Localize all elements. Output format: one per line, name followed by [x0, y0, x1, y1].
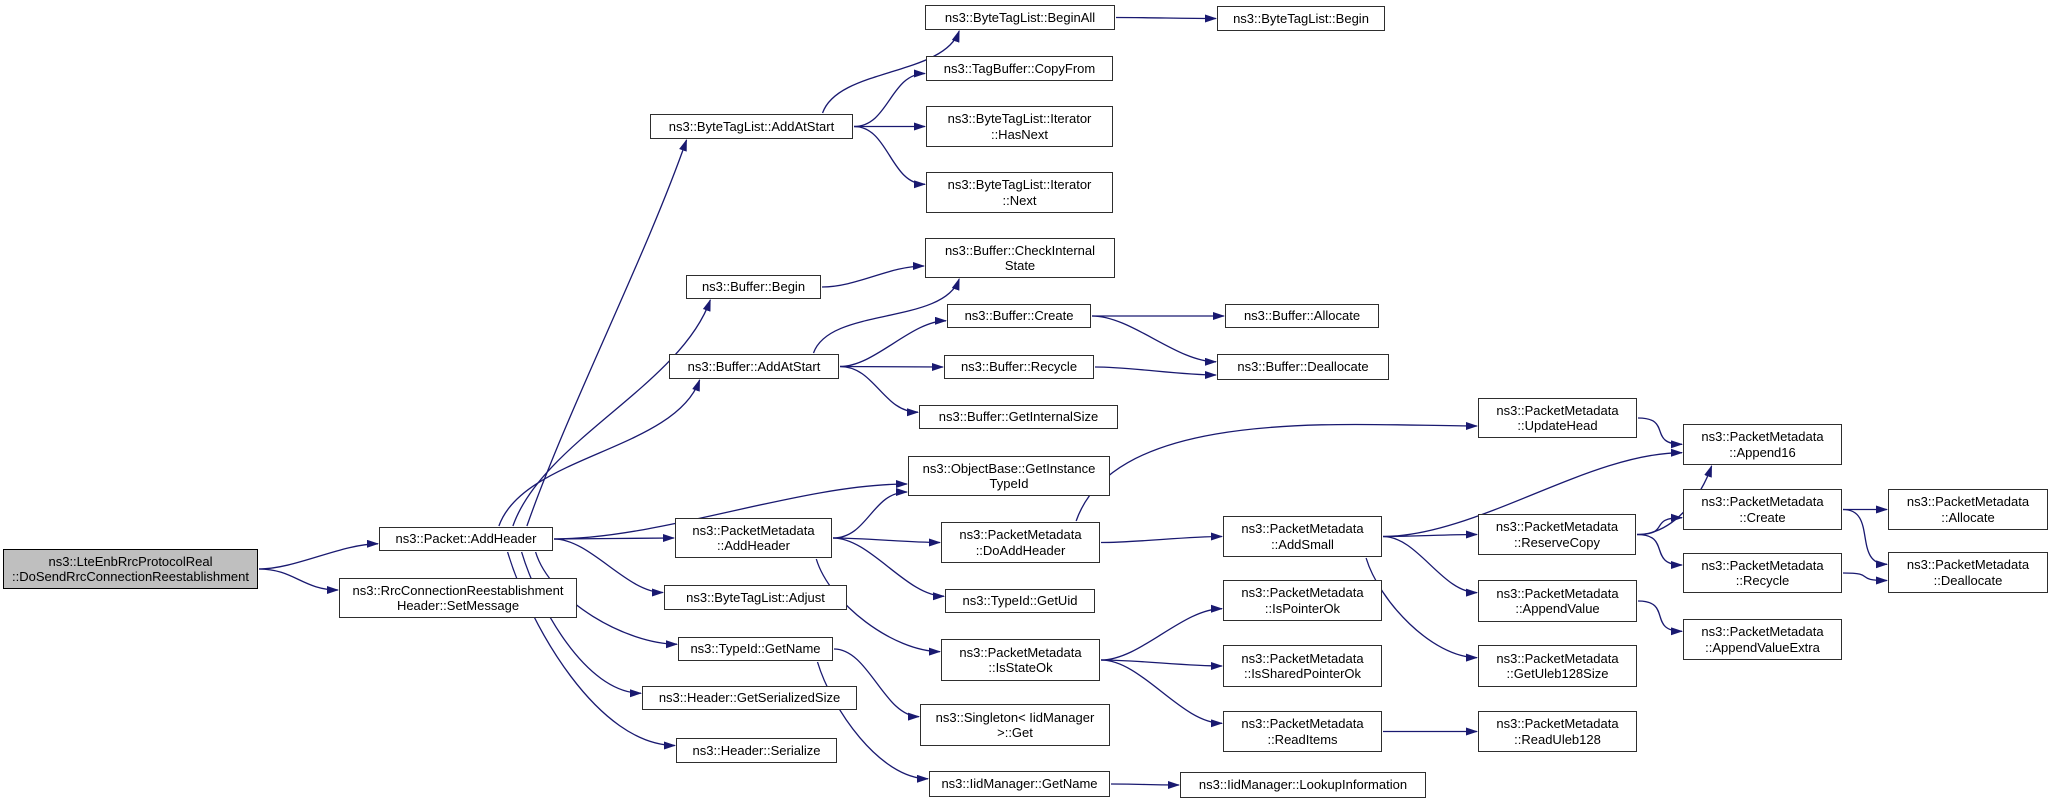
- node-btlBegin[interactable]: [1217, 6, 1385, 31]
- node-pmAppend16[interactable]: [1683, 424, 1842, 465]
- node-pmIsStateOk[interactable]: [941, 639, 1100, 681]
- node-label-line: ns3::PacketMetadata: [1701, 624, 1824, 640]
- edge-bufAddAtStart-bufCheckInternalState: [814, 279, 960, 353]
- edge-bufRecycle-bufDeallocate: [1095, 367, 1216, 375]
- node-label-line: ns3::ByteTagList::BeginAll: [944, 9, 1096, 25]
- node-btlAdjust[interactable]: [664, 585, 847, 610]
- edge-root-packetAddHeader: [259, 544, 378, 569]
- node-label-line: ns3::PacketMetadata: [959, 644, 1082, 660]
- edge-pmIsStateOk-pmIsSharedPointerOk: [1101, 660, 1222, 666]
- node-label-line: ns3::PacketMetadata: [692, 522, 815, 538]
- edge-pmUpdateHead-pmAppend16: [1638, 418, 1682, 444]
- node-label-line: ns3::Buffer::Begin: [701, 279, 806, 295]
- edge-root-setMessage: [259, 569, 338, 590]
- node-label-line: ns3::Header::GetSerializedSize: [658, 690, 841, 706]
- node-label-line: ::Recycle: [1735, 573, 1790, 588]
- node-bufCheckInternalState[interactable]: [925, 238, 1115, 278]
- node-label-line: ns3::ObjectBase::GetInstance: [922, 460, 1096, 476]
- node-pmAppendValueExtra[interactable]: [1683, 619, 1842, 660]
- edge-pmAddSmall-pmGetUleb128Size: [1366, 558, 1477, 658]
- node-pmCreate[interactable]: [1683, 489, 1842, 530]
- edge-pmIsStateOk-pmReadItems: [1101, 660, 1222, 723]
- node-label-line: ns3::Header::Serialize: [692, 742, 821, 758]
- node-root: [3, 549, 258, 589]
- node-singletonGet[interactable]: [920, 704, 1110, 746]
- node-iidLookupInformation[interactable]: [1180, 772, 1426, 798]
- edge-btlBeginAll-btlBegin: [1116, 18, 1216, 19]
- node-bufDeallocate[interactable]: [1217, 354, 1389, 380]
- node-label-line: ns3::PacketMetadata: [1241, 716, 1364, 732]
- node-label-line: ns3::ByteTagList::AddAtStart: [668, 118, 835, 134]
- node-label-line: ns3::ByteTagList::Adjust: [686, 589, 825, 605]
- node-label-line: ns3::PacketMetadata: [1701, 429, 1824, 445]
- edge-pmDoAddHeader-pmUpdateHead: [1076, 424, 1477, 521]
- node-label-line: ::Create: [1739, 509, 1786, 525]
- edge-pmIsStateOk-pmIsPointerOk: [1101, 609, 1222, 660]
- node-pmAddHeader[interactable]: [675, 518, 832, 558]
- edge-packetAddHeader-bufBegin: [513, 300, 710, 526]
- node-label-line: State: [1004, 258, 1036, 273]
- node-pmGetUleb128Size[interactable]: [1478, 645, 1637, 687]
- node-packetAddHeader[interactable]: [379, 527, 553, 551]
- edge-pmCreate-pmDeallocate: [1843, 510, 1887, 565]
- node-label-line: ns3::PacketMetadata: [1241, 650, 1364, 666]
- node-label-line: ns3::Buffer::Deallocate: [1237, 359, 1369, 375]
- edge-pmAppendValue-pmAppendValueExtra: [1638, 601, 1682, 631]
- node-label-line: ns3::Buffer::GetInternalSize: [938, 409, 1099, 425]
- node-label-line: ::GetUleb128Size: [1506, 666, 1609, 681]
- node-label-line: ns3::Packet::AddHeader: [395, 531, 537, 547]
- node-label-line: TypeId: [989, 476, 1029, 491]
- node-label-line: ::IsSharedPointerOk: [1243, 666, 1362, 681]
- node-label-line: >::Get: [997, 725, 1033, 740]
- node-pmAllocate[interactable]: [1888, 489, 2048, 530]
- node-label-line: ns3::PacketMetadata: [1495, 519, 1619, 535]
- edge-pmAddHeader-typeIdGetUid: [833, 538, 944, 596]
- edge-bufAddAtStart-bufGetInternalSize: [840, 367, 918, 413]
- node-label-line: ns3::TagBuffer::CopyFrom: [943, 60, 1096, 76]
- node-label-line: ::ReserveCopy: [1514, 534, 1600, 550]
- node-label-line: ns3::PacketMetadata: [1496, 585, 1619, 601]
- node-label-line: ::AddHeader: [717, 538, 790, 553]
- node-label-line: ::AddSmall: [1271, 536, 1334, 552]
- node-label-line: ::Next: [1002, 192, 1037, 208]
- node-label-line: ns3::PacketMetadata: [959, 527, 1082, 543]
- node-typeIdGetUid[interactable]: [945, 589, 1095, 613]
- node-label-line: ns3::IidManager::GetName: [941, 776, 1098, 792]
- node-label-line: ns3::Buffer::Recycle: [960, 359, 1078, 375]
- node-iidGetName[interactable]: [929, 771, 1110, 797]
- edge-pmAddHeader-objGetInstanceTypeId: [833, 492, 907, 538]
- node-label-line: ns3::IidManager::LookupInformation: [1198, 777, 1408, 793]
- node-label-line: ::ReadUleb128: [1514, 731, 1601, 747]
- node-label-line: ns3::ByteTagList::Begin: [1233, 10, 1369, 26]
- node-pmAddSmall[interactable]: [1223, 516, 1382, 557]
- node-label-line: ns3::TypeId::GetUid: [962, 593, 1078, 609]
- node-label-line: ns3::LteEnbRrcProtocolReal: [48, 553, 213, 569]
- node-bufGetInternalSize[interactable]: [919, 405, 1118, 429]
- node-bufCreate[interactable]: [947, 304, 1091, 328]
- node-pmAppendValue[interactable]: [1478, 580, 1637, 622]
- edge-pmReserveCopy-pmRecycle: [1637, 535, 1682, 566]
- edge-pmAddSmall-pmAppendValue: [1383, 537, 1477, 593]
- edge-bufBegin-bufCheckInternalState: [822, 266, 924, 287]
- node-label-line: ::UpdateHead: [1517, 418, 1598, 433]
- node-label-line: ::Allocate: [1941, 509, 1995, 525]
- node-pmRecycle[interactable]: [1683, 553, 1842, 593]
- node-bufAddAtStart[interactable]: [669, 354, 839, 379]
- node-tagBufCopyFrom[interactable]: [926, 56, 1113, 81]
- node-label-line: ::ReadItems: [1267, 731, 1338, 747]
- edge-bufAddAtStart-bufRecycle: [840, 367, 943, 368]
- node-label-line: ns3::Buffer::Create: [964, 308, 1074, 324]
- node-label-line: ns3::PacketMetadata: [1496, 716, 1619, 732]
- node-objGetInstanceTypeId[interactable]: [908, 456, 1110, 496]
- node-label-line: ::IsPointerOk: [1264, 600, 1341, 616]
- node-headerSerialize[interactable]: [676, 738, 837, 763]
- edge-pmRecycle-pmDeallocate: [1843, 573, 1887, 581]
- edge-packetAddHeader-bufAddAtStart: [499, 380, 700, 526]
- node-label-line: ns3::Buffer::Allocate: [1243, 308, 1361, 324]
- node-label-line: ns3::Buffer::AddAtStart: [687, 358, 821, 374]
- node-pmDeallocate[interactable]: [1888, 552, 2048, 593]
- node-label-line: ns3::PacketMetadata: [1241, 585, 1364, 601]
- node-bufRecycle[interactable]: [944, 355, 1094, 379]
- edge-bufAddAtStart-bufCreate: [840, 321, 946, 367]
- node-label-line: ::HasNext: [990, 126, 1049, 142]
- node-label-line: Header::SetMessage: [396, 598, 520, 613]
- node-bufAllocate[interactable]: [1225, 304, 1379, 328]
- node-label-line: ::AppendValue: [1515, 601, 1600, 616]
- node-pmUpdateHead[interactable]: [1478, 398, 1637, 438]
- edge-btlAddAtStart-tagBufCopyFrom: [854, 74, 925, 127]
- node-pmReadItems[interactable]: [1223, 711, 1382, 752]
- node-label-line: ns3::TypeId::GetName: [690, 641, 821, 657]
- node-label-line: ::DoAddHeader: [975, 542, 1066, 558]
- node-pmReserveCopy[interactable]: [1478, 514, 1636, 555]
- edge-packetAddHeader-headerGetSerializedSize: [522, 552, 641, 693]
- node-label-line: ns3::PacketMetadata: [1496, 402, 1619, 418]
- edge-pmDoAddHeader-pmAddSmall: [1101, 537, 1222, 543]
- node-label-line: ns3::Buffer::CheckInternal: [944, 242, 1096, 258]
- node-label-line: ::Deallocate: [1933, 572, 2003, 588]
- node-label-line: ns3::ByteTagList::Iterator: [947, 177, 1092, 193]
- edge-iidGetName-iidLookupInformation: [1111, 784, 1179, 785]
- node-iterNext[interactable]: [926, 172, 1113, 213]
- node-headerGetSerializedSize[interactable]: [642, 686, 857, 710]
- node-pmReadUleb128[interactable]: [1478, 711, 1637, 752]
- edge-btlAddAtStart-iterNext: [854, 127, 925, 185]
- node-label-line: ns3::Singleton< IidManager: [935, 709, 1095, 725]
- node-label-line: ::DoSendRrcConnectionReestablishment: [11, 569, 249, 584]
- node-label-line: ns3::PacketMetadata: [1906, 494, 2030, 510]
- node-label-line: ns3::PacketMetadata: [1496, 650, 1619, 666]
- node-label-line: ::Append16: [1729, 444, 1796, 460]
- edge-bufCreate-bufDeallocate: [1092, 316, 1216, 362]
- node-btlBeginAll[interactable]: [925, 5, 1115, 30]
- node-label-line: ns3::PacketMetadata: [1701, 557, 1824, 573]
- node-pmIsPointerOk[interactable]: [1223, 580, 1382, 621]
- node-iterHasNext[interactable]: [926, 106, 1113, 147]
- node-pmIsSharedPointerOk[interactable]: [1223, 645, 1382, 687]
- node-label-line: ns3::PacketMetadata: [1906, 557, 2030, 573]
- node-label-line: ::IsStateOk: [988, 660, 1053, 675]
- node-label-line: ns3::PacketMetadata: [1241, 521, 1364, 537]
- node-bufBegin[interactable]: [686, 275, 821, 299]
- node-label-line: ns3::PacketMetadata: [1701, 494, 1824, 510]
- node-btlAddAtStart[interactable]: [650, 114, 853, 139]
- node-setMessage[interactable]: [339, 578, 577, 618]
- node-typeIdGetName[interactable]: [678, 637, 833, 661]
- node-label-line: ns3::RrcConnectionReestablishment: [352, 582, 564, 598]
- node-pmDoAddHeader[interactable]: [941, 522, 1100, 563]
- node-label-line: ns3::ByteTagList::Iterator: [947, 111, 1092, 127]
- node-label-line: ::AppendValueExtra: [1705, 639, 1820, 655]
